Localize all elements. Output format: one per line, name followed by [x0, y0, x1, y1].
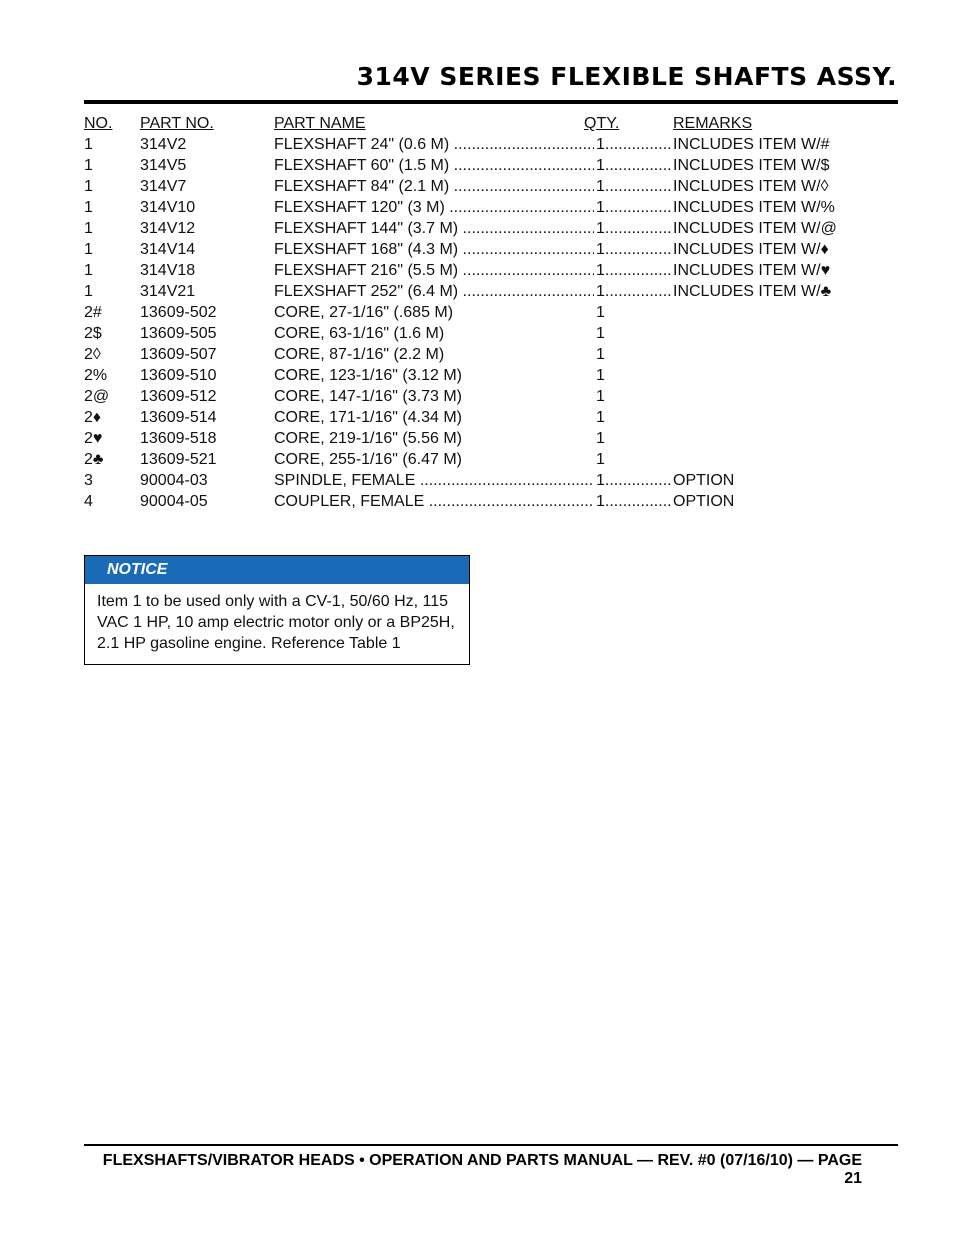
part-name: CORE, 27-1/16" (.685 M) [274, 304, 454, 321]
table-row [84, 281, 844, 302]
part-name: COUPLER, FEMALE ..... [274, 491, 594, 512]
item-no: 2$ [84, 325, 102, 342]
quantity: 1 ..... [596, 470, 673, 491]
part-name: FLEXSHAFT 24" (0.6 M) ..... [274, 134, 594, 155]
quantity: 1 ..... [596, 260, 673, 281]
part-number: 13609-507 [140, 346, 217, 363]
table-row [84, 155, 844, 176]
part-name: CORE, 123-1/16" (3.12 M) [274, 367, 462, 384]
part-number: 314V14 [140, 241, 196, 258]
quantity: 1 [596, 367, 605, 384]
header-qty: QTY. [584, 115, 620, 132]
quantity: 1 ..... [596, 197, 673, 218]
table-row [84, 407, 844, 428]
part-name: FLEXSHAFT 120" (3 M) ..... [274, 197, 594, 218]
remarks: INCLUDES ITEM W/# [673, 136, 830, 153]
header-part-no: PART NO. [140, 115, 214, 132]
part-name: FLEXSHAFT 252" (6.4 M) ..... [274, 281, 594, 302]
table-row [84, 491, 844, 512]
item-no: 2# [84, 304, 102, 321]
remarks: OPTION [673, 472, 735, 489]
item-no: 1 [84, 283, 93, 300]
item-no: 1 [84, 220, 93, 237]
remarks: INCLUDES ITEM W/♥ [673, 262, 831, 279]
item-no: 2♣ [84, 451, 104, 468]
remarks: OPTION [673, 493, 735, 510]
item-no: 1 [84, 136, 93, 153]
table-row [84, 134, 844, 155]
item-no: 2% [84, 367, 108, 384]
part-number: 13609-510 [140, 367, 217, 384]
remarks: INCLUDES ITEM W/% [673, 199, 835, 216]
title-rule [84, 100, 898, 104]
item-no: 2♥ [84, 430, 103, 447]
quantity: 1 [596, 304, 605, 321]
part-number: 90004-03 [140, 472, 208, 489]
part-number: 13609-518 [140, 430, 217, 447]
item-no: 1 [84, 178, 93, 195]
quantity: 1 [596, 388, 605, 405]
part-number: 314V12 [140, 220, 196, 237]
header-remarks: REMARKS [673, 115, 753, 132]
part-name: CORE, 171-1/16" (4.34 M) [274, 409, 462, 426]
part-number: 13609-521 [140, 451, 217, 468]
quantity: 1 ..... [596, 155, 673, 176]
part-name: CORE, 219-1/16" (5.56 M) [274, 430, 462, 447]
notice-heading: NOTICE [85, 556, 469, 584]
table-row [84, 218, 844, 239]
quantity: 1 ..... [596, 176, 673, 197]
page-title: 314V SERIES FLEXIBLE SHAFTS ASSY. [356, 62, 897, 91]
part-number: 314V2 [140, 136, 187, 153]
table-row [84, 449, 844, 470]
part-name: FLEXSHAFT 60" (1.5 M) ..... [274, 155, 594, 176]
part-name: CORE, 255-1/16" (6.47 M) [274, 451, 462, 468]
part-name: FLEXSHAFT 216" (5.5 M) ..... [274, 260, 594, 281]
quantity: 1 ..... [596, 218, 673, 239]
item-no: 2♦ [84, 409, 102, 426]
part-name: SPINDLE, FEMALE ..... [274, 470, 594, 491]
part-name: CORE, 87-1/16" (2.2 M) [274, 346, 445, 363]
part-number: 90004-05 [140, 493, 208, 510]
part-name: FLEXSHAFT 84" (2.1 M) ..... [274, 176, 594, 197]
part-number: 13609-502 [140, 304, 217, 321]
item-no: 1 [84, 157, 93, 174]
item-no: 2◊ [84, 346, 101, 363]
item-no: 3 [84, 472, 93, 489]
table-row [84, 197, 844, 218]
quantity: 1 [596, 346, 605, 363]
remarks: INCLUDES ITEM W/@ [673, 220, 837, 237]
table-row [84, 260, 844, 281]
part-number: 13609-514 [140, 409, 217, 426]
part-name: FLEXSHAFT 144" (3.7 M) ..... [274, 218, 594, 239]
remarks: INCLUDES ITEM W/$ [673, 157, 830, 174]
remarks: INCLUDES ITEM W/♣ [673, 283, 832, 300]
header-part-name: PART NAME [274, 115, 366, 132]
table-row [84, 176, 844, 197]
part-number: 314V18 [140, 262, 196, 279]
part-number: 314V21 [140, 283, 196, 300]
quantity: 1 ..... [596, 281, 673, 302]
item-no: 1 [84, 241, 93, 258]
part-number: 314V10 [140, 199, 196, 216]
quantity: 1 [596, 325, 605, 342]
table-row [84, 428, 844, 449]
quantity: 1 [596, 409, 605, 426]
part-name: CORE, 63-1/16" (1.6 M) [274, 325, 445, 342]
part-number: 314V5 [140, 157, 187, 174]
quantity: 1 [596, 430, 605, 447]
page-footer: FLEXSHAFTS/VIBRATOR HEADS • OPERATION AND PARTS MANUAL — REV. #0 (07/16/10) — PAGE 21 [102, 1152, 862, 1187]
table-row [84, 302, 844, 323]
item-no: 2@ [84, 388, 110, 405]
quantity: 1 ..... [596, 134, 673, 155]
table-row [84, 323, 844, 344]
table-row [84, 239, 844, 260]
quantity: 1 ..... [596, 239, 673, 260]
item-no: 1 [84, 262, 93, 279]
part-name: FLEXSHAFT 168" (4.3 M) ..... [274, 239, 594, 260]
item-no: 1 [84, 199, 93, 216]
table-row [84, 386, 844, 407]
header-no: NO. [84, 115, 113, 132]
part-number: 13609-505 [140, 325, 217, 342]
part-number: 13609-512 [140, 388, 217, 405]
table-row [84, 365, 844, 386]
table-header [84, 113, 844, 134]
notice-text: Item 1 to be used only with a CV-1, 50/60 Hz, 115 VAC 1 HP, 10 amp electric motor only or a BP25H, 2.1 HP gasoline engine. Reference Table 1 [97, 593, 455, 652]
quantity: 1 [596, 451, 605, 468]
remarks: INCLUDES ITEM W/♦ [673, 241, 829, 258]
part-name: CORE, 147-1/16" (3.73 M) [274, 388, 462, 405]
quantity: 1 ..... [596, 491, 673, 512]
table-row [84, 344, 844, 365]
table-row [84, 470, 844, 491]
part-number: 314V7 [140, 178, 187, 195]
remarks: INCLUDES ITEM W/◊ [673, 178, 829, 195]
item-no: 4 [84, 493, 93, 510]
footer-rule [84, 1144, 898, 1146]
notice-box [84, 555, 470, 665]
